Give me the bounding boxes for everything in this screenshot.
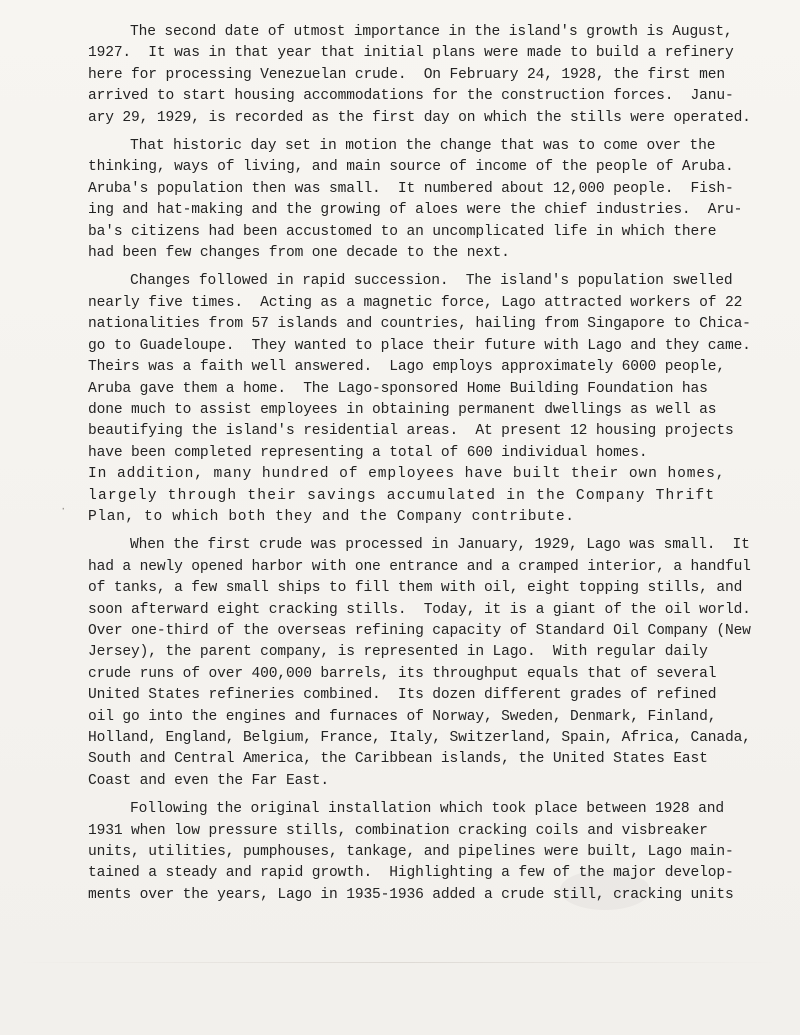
text-line: Holland, England, Belgium, France, Italy, Switzerland, Spain, Africa, Canada, — [88, 730, 751, 746]
text-line: thinking, ways of living, and main source of income of the people of Aruba. — [88, 159, 734, 176]
text-line: United States refineries combined. Its dozen different grades of refined — [88, 687, 717, 704]
text-line: The second date of utmost importance in the island's growth is August, — [130, 24, 733, 40]
text-line: beautifying the island's residential areas. At present 12 housing projects — [88, 423, 734, 440]
text-line: Over one-third of the overseas refining capacity of Standard Oil Company (New — [88, 622, 751, 639]
text-line: ary 29, 1929, is recorded as the first day on which the stills were operated. — [88, 109, 751, 126]
text-line: ments over the years, Lago in 1935-1936 added a crude still, cracking units — [88, 886, 734, 903]
paragraph-4 — [88, 535, 751, 792]
text-line: units, utilities, pumphouses, tankage, and pipelines were built, Lago main- — [88, 844, 734, 861]
text-line: done much to assist employees in obtaining permanent dwellings as well as — [88, 401, 717, 418]
text-line: nationalities from 57 islands and countries, hailing from Singapore to Chica- — [88, 316, 751, 333]
text-line: go to Guadeloupe. They wanted to place their future with Lago and they came. — [88, 337, 751, 354]
text-line: Aruba's population then was small. It numbered about 12,000 people. Fish- — [88, 180, 734, 197]
scan-edge-line — [8, 962, 788, 963]
text-line: ing and hat-making and the growing of aloes were the chief industries. Aru- — [88, 202, 743, 219]
text-line: ba's citizens had been accustomed to an uncomplicated life in which there — [88, 223, 717, 240]
text-line: largely through their savings accumulated in the Company Thrift — [88, 487, 716, 504]
text-line: 1927. It was in that year that initial plans were made to build a refinery — [88, 45, 734, 62]
text-line: nearly five times. Acting as a magnetic force, Lago attracted workers of 22 — [88, 294, 743, 311]
text-line: That historic day set in motion the change that was to come over the — [130, 138, 716, 155]
text-line: 1931 when low pressure stills, combination cracking coils and visbreaker — [88, 822, 708, 839]
paragraph-1 — [88, 22, 751, 129]
text-line: had a newly opened harbor with one entrance and a cramped interior, a handful — [88, 558, 751, 575]
text-line: had been few changes from one decade to the next. — [88, 245, 510, 262]
text-line: In addition, many hundred of employees have built their own homes, — [88, 466, 726, 483]
paragraph-2 — [88, 136, 743, 264]
text-line: South and Central America, the Caribbean islands, the United States East — [88, 751, 708, 768]
text-line: soon afterward eight cracking stills. Today, it is a giant of the oil world. — [88, 601, 751, 618]
text-line: of tanks, a few small ships to fill them with oil, eight topping stills, and — [88, 580, 743, 597]
text-line: have been completed representing a total of 600 individual homes. — [88, 444, 648, 461]
text-line: tained a steady and rapid growth. Highlighting a few of the major develop- — [88, 865, 734, 882]
text-line: Jersey), the parent company, is represented in Lago. With regular daily — [88, 644, 708, 661]
text-line: Theirs was a faith well answered. Lago employs approximately 6000 people, — [88, 359, 725, 376]
text-line: Changes followed in rapid succession. The island's population swelled — [130, 273, 733, 290]
text-line: oil go into the engines and furnaces of Norway, Sweden, Denmark, Finland, — [88, 708, 717, 725]
text-line: When the first crude was processed in January, 1929, Lago was small. It — [130, 537, 750, 554]
text-line: Following the original installation which took place between 1928 and — [130, 801, 724, 818]
document-body — [88, 22, 751, 913]
text-line: Coast and even the Far East. — [88, 772, 330, 789]
text-line: Aruba gave them a home. The Lago-sponsored Home Building Foundation has — [88, 380, 708, 397]
paragraph-5 — [88, 799, 734, 906]
text-line: arrived to start housing accommodations for the construction forces. Janu- — [88, 88, 734, 105]
paragraph-3 — [88, 271, 751, 528]
text-line: crude runs of over 400,000 barrels, its throughput equals that of several — [88, 665, 717, 682]
text-line: here for processing Venezuelan crude. On February 24, 1928, the first men — [88, 66, 725, 83]
text-line: Plan, to which both they and the Company contribute. — [88, 508, 575, 525]
margin-mark: · — [60, 504, 67, 516]
